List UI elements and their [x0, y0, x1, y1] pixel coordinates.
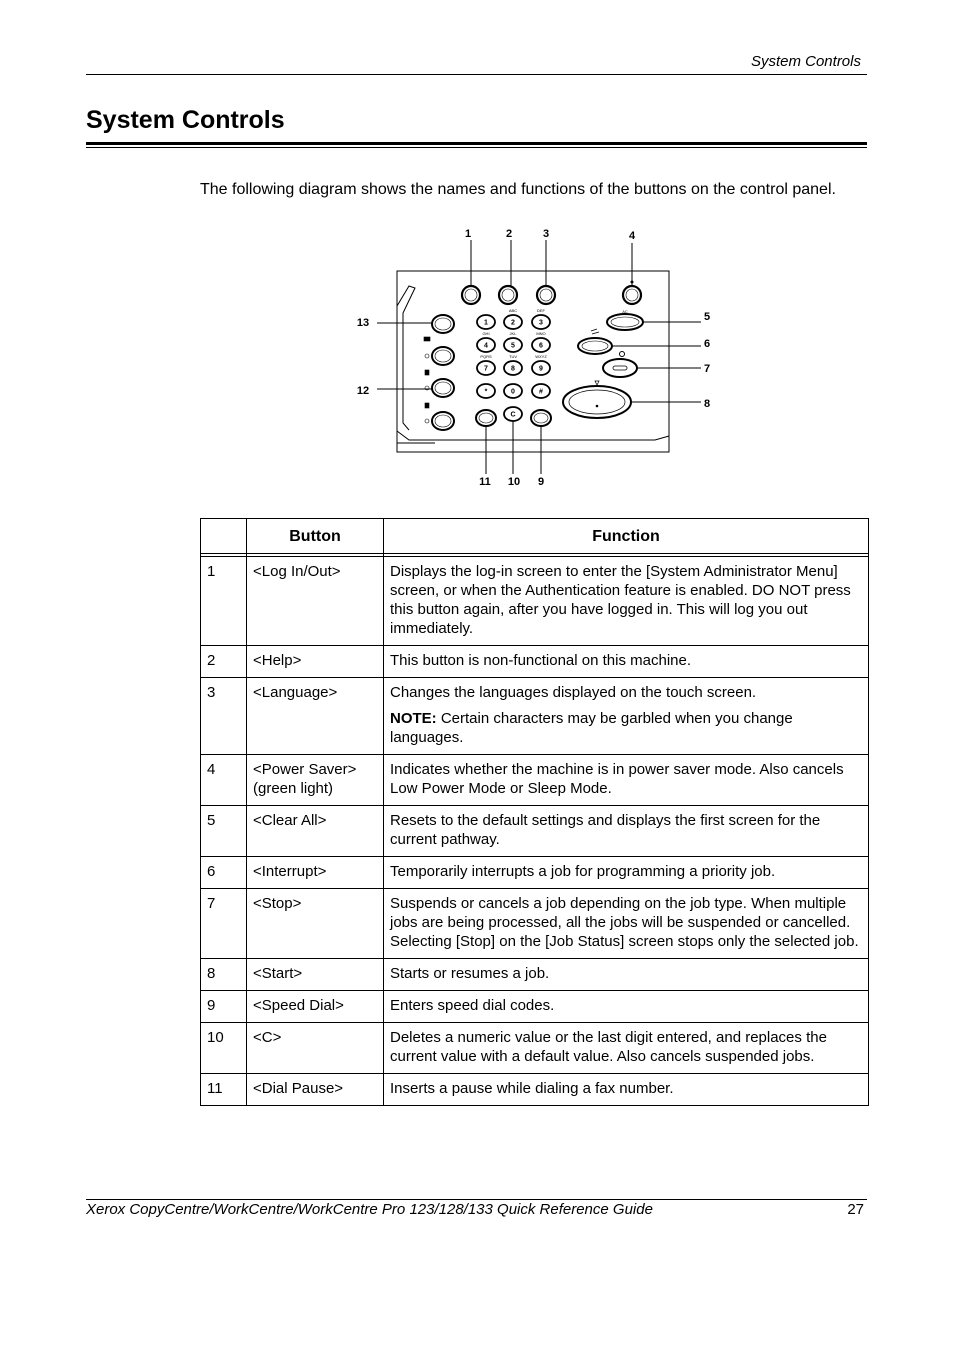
callout-1: 1 [464, 228, 472, 240]
keypad-key [532, 315, 550, 329]
help-key [499, 286, 517, 304]
keypad-sublabel: WXYZ [535, 354, 547, 359]
row-button: <Start> [247, 959, 384, 991]
keypad-key [504, 361, 522, 375]
keypad-sublabel: ABC [508, 308, 518, 313]
row-number: 9 [201, 991, 247, 1023]
keypad-key [532, 384, 550, 398]
keypad-sublabel: PQRS [480, 354, 492, 359]
mode-key-2 [432, 347, 454, 365]
language-key [537, 286, 555, 304]
footer-rule [86, 1199, 867, 1200]
footer-title: Xerox CopyCentre/WorkCentre/WorkCentre Pro 123/128/133 Quick Reference Guide [86, 1201, 653, 1218]
row-number: 5 [201, 806, 247, 857]
numeric-keypad [477, 308, 550, 398]
keypad-key-label: 9 [539, 365, 543, 373]
callout-4: 4 [628, 230, 636, 242]
keypad-key-label: * [484, 388, 488, 396]
row-function: Starts or resumes a job. [384, 959, 869, 991]
row-number: 3 [201, 678, 247, 755]
header-rule [86, 74, 867, 75]
row-function: Inserts a pause while dialing a fax number. [384, 1074, 869, 1106]
keypad-key [504, 384, 522, 398]
table-row [201, 755, 869, 806]
row-function: Indicates whether the machine is in power saver mode. Also cancels Low Power Mode or Sleep Mode. [384, 755, 869, 806]
page-number: 27 [847, 1201, 864, 1218]
mode-indicators [424, 337, 430, 423]
column-header-function: Function [384, 519, 869, 554]
stop-key [603, 352, 637, 378]
row-number: 1 [201, 557, 247, 646]
keypad-key [532, 338, 550, 352]
callout-2: 2 [505, 228, 513, 240]
speed-dial-key [531, 410, 551, 426]
table-row [201, 557, 869, 646]
table-row [201, 857, 869, 889]
keypad-key-label: 1 [484, 319, 488, 327]
callout-numbers [357, 228, 710, 488]
keypad-sublabel: TUV [509, 354, 517, 359]
keypad-key [477, 338, 495, 352]
row-function: Suspends or cancels a job depending on the job type. When multiple jobs are being processed, all the jobs will be suspended or cancelled. Selecting [Stop] on the [Job Status] screen stops only the selected job. [384, 889, 869, 959]
row-function: Temporarily interrupts a job for programming a priority job. [384, 857, 869, 889]
note-text: Certain characters may be garbled when you change languages. [390, 710, 793, 746]
note-label: NOTE: [390, 710, 437, 727]
callout-6: 6 [703, 338, 711, 350]
callout-3: 3 [542, 228, 550, 240]
callout-10: 10 [507, 476, 521, 488]
log-in-out-key [462, 286, 480, 304]
row-number: 8 [201, 959, 247, 991]
table-row [201, 991, 869, 1023]
start-key [563, 381, 631, 418]
keypad-sublabel: MNO [536, 331, 546, 336]
row-button: <C> [247, 1023, 384, 1074]
dial-pause-key [476, 410, 496, 426]
table-row [201, 889, 869, 959]
row-button: <Help> [247, 646, 384, 678]
keypad-sublabel: DEF [537, 308, 545, 313]
row-function-cell [384, 678, 869, 755]
row-number: 4 [201, 755, 247, 806]
mode-key-4 [432, 412, 454, 430]
mode-key-1 [432, 315, 454, 333]
table-row [201, 959, 869, 991]
interrupt-key [578, 329, 612, 354]
clear-all-label: AC [622, 309, 628, 314]
row-button: <Log In/Out> [247, 557, 384, 646]
running-header: System Controls [750, 53, 861, 70]
keypad-key [532, 361, 550, 375]
intro-paragraph: The following diagram shows the names and functions of the buttons on the control panel. [200, 181, 836, 198]
row-button: <Interrupt> [247, 857, 384, 889]
title-rule [86, 142, 867, 145]
title-rule-thin [86, 147, 867, 148]
keypad-key-label: # [539, 388, 543, 396]
keypad-key-label: 0 [511, 388, 515, 396]
row-number: 10 [201, 1023, 247, 1074]
row-function: Resets to the default settings and displays the first screen for the current pathway. [384, 806, 869, 857]
keypad-key-label: 4 [484, 342, 488, 350]
keypad-key [504, 338, 522, 352]
row-note [390, 709, 862, 747]
row-button: <Speed Dial> [247, 991, 384, 1023]
column-header-button: Button [247, 519, 384, 554]
row-button: <Language> [247, 678, 384, 755]
keypad-key-label: 3 [539, 319, 543, 327]
callout-13: 13 [356, 317, 370, 329]
page-title: System Controls [86, 106, 285, 134]
table-row [201, 1074, 869, 1106]
table-row [201, 806, 869, 857]
controls-table [200, 518, 869, 1106]
control-panel-diagram [345, 218, 711, 493]
table-header-row [201, 519, 869, 554]
callout-8: 8 [703, 398, 711, 410]
keypad-key-label: 6 [539, 342, 543, 350]
c-key [504, 407, 522, 421]
keypad-key-label: 2 [511, 319, 515, 327]
keypad-sublabel: GHI [482, 331, 490, 336]
row-button: <Dial Pause> [247, 1074, 384, 1106]
column-header-number [201, 519, 247, 554]
keypad-key-label: 7 [484, 365, 488, 373]
callout-11: 11 [479, 476, 491, 488]
keypad-key [477, 315, 495, 329]
row-function: Deletes a numeric value or the last digit entered, and replaces the current value with a default value. Also cancels suspended jobs. [384, 1023, 869, 1074]
row-function: Displays the log-in screen to enter the [System Administrator Menu] screen, or when the Authentication feature is enabled. DO NOT press this button again, after you have logged in. This will log you out immediately. [384, 557, 869, 646]
row-function: Enters speed dial codes. [384, 991, 869, 1023]
keypad-key [477, 361, 495, 375]
keypad-key-label: 8 [511, 365, 515, 373]
row-button: <Power Saver> (green light) [247, 755, 384, 806]
row-function: This button is non-functional on this machine. [384, 646, 869, 678]
row-number: 7 [201, 889, 247, 959]
keypad-key [477, 384, 495, 398]
table-row [201, 646, 869, 678]
row-number: 11 [201, 1074, 247, 1106]
table-row [201, 678, 869, 755]
mode-key-3 [432, 379, 454, 397]
callout-7: 7 [703, 363, 711, 375]
row-button: <Stop> [247, 889, 384, 959]
row-button: <Clear All> [247, 806, 384, 857]
callout-5: 5 [703, 311, 711, 323]
callout-12: 12 [356, 385, 370, 397]
table-row [201, 1023, 869, 1074]
keypad-key [504, 315, 522, 329]
clear-all-key [607, 309, 643, 330]
callout-9: 9 [537, 476, 545, 488]
row-number: 2 [201, 646, 247, 678]
keypad-sublabel: JKL [509, 331, 517, 336]
row-number: 6 [201, 857, 247, 889]
row-function: Changes the languages displayed on the touch screen. [390, 684, 757, 701]
keypad-key-label: 5 [511, 342, 515, 350]
c-key-label: C [510, 411, 516, 419]
